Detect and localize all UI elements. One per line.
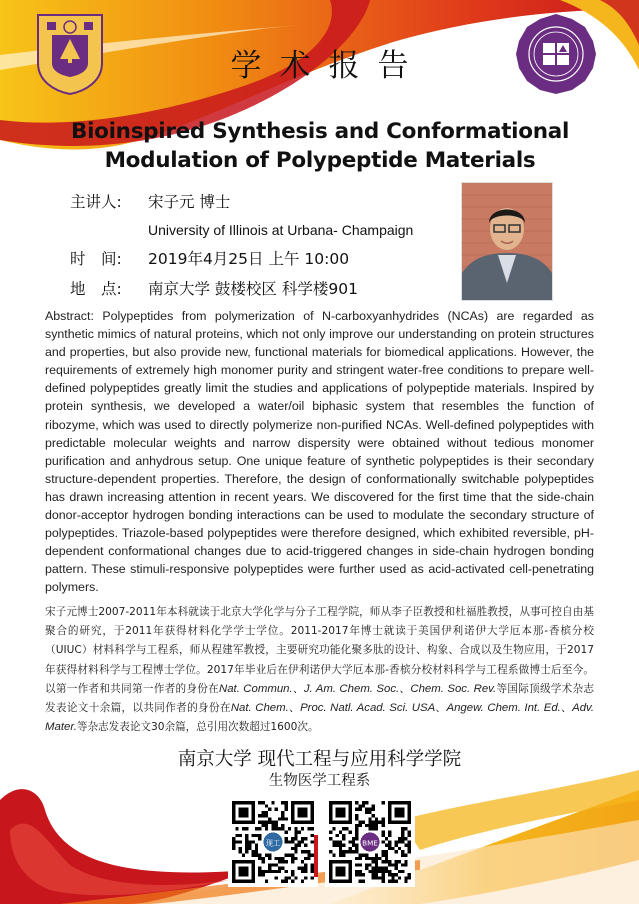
qr-center-logo-label: 现工 — [265, 838, 281, 848]
place-row — [70, 277, 358, 299]
time-value: 2019年4月25日 上午 10:00 — [148, 250, 350, 268]
speaker-portrait-image — [462, 183, 552, 300]
speaker-label: 主讲人: — [70, 193, 122, 211]
abstract-text: Abstract: Polypeptides from polymerization of N-carboxyanhydrides (NCAs) are regarded as synthetic mimics of natural proteins, which not only improve our understanding on protein structures and properties, but also provide new, functional materials for biomedical applications. However, the requirements of extremely high monomer purity and stringent water-free conditions to prepare well-defined polypeptides greatly limit the studies and applications of polypeptide materials. Inspired by protein synthesis, we developed a water/oil biphasic system that resembles the function of ribozyme, which was used to directly polymerize non-purified NCAs. Well-defined polypeptides with predictable molecular weights and narrow dispersity were obtained without tedious monomer purification and anhydrous setup. One unique feature of synthetic polypeptides is their secondary structure-dependent properties. Therefore, the design of conformationally switchable polypeptides has drawn increasing attention in recent years. We discovered for the first time that the side-chain donor-acceptor hydrogen bonding interactions can be used to modulate the secondary structure of polypeptides. Triazole-based polypeptides were therefore designed, which exhibited reversible, pH-dependent conformational changes due to acid-triggered changes in side-chain hydrogen bonding pattern. These stimuli-responsive polypeptides were further used as acid-activated cell-penetrating polymers. — [45, 309, 594, 595]
time-label: 时 间: — [70, 250, 122, 268]
qr-divider — [314, 835, 318, 877]
bio-part-1: 宋子元博士2007-2011年本科就读于北京大学化学与分子工程学院，师从李子臣教授和杜福胜教授，从事可控自由基聚合的研究，于2011年获得材料化学学士学位。2011-2017年博士就读于美国伊利诺伊大学厄本那-香槟分校（UIUC）材料科学与工程系，师从程建军教授，主要研究功能化聚多肽的设计、构象、合成以及生物应用，于2017年获得材料科学与工程博士学位。2017年毕业后在伊利诺伊大学厄本那-香槟分校材料科学与工程系做博士后至今。以第一作者和共同第一作者的身份在 — [45, 606, 594, 695]
talk-title-line-2: Modulation of Polypeptide Materials — [104, 148, 536, 173]
talk-title — [40, 117, 600, 175]
place-label: 地 点: — [70, 280, 122, 298]
speaker-row — [70, 190, 230, 212]
time-row — [70, 247, 349, 269]
qr-center-logo-label: BME — [362, 838, 378, 848]
bio-sep-3: 、 — [288, 702, 301, 715]
journal-jacs: J. Am. Chem. Soc. — [303, 682, 400, 695]
place-value: 南京大学 鼓楼校区 科学楼901 — [148, 280, 358, 298]
bio-sep-2: 、 — [399, 682, 411, 695]
department-name: 生物医学工程系 — [268, 773, 371, 789]
bio-sep-5: 、 — [560, 702, 573, 715]
school-name: 南京大学 现代工程与应用科学学院 — [177, 749, 462, 770]
speaker-bio — [45, 603, 594, 737]
qr-code-bme-image — [329, 801, 411, 883]
bio-sep-4: 、 — [435, 702, 447, 715]
journal-nat-commun: Nat. Commun. — [218, 682, 293, 695]
journal-nat-chem: Nat. Chem. — [230, 702, 289, 715]
speaker-photo — [461, 182, 553, 301]
journal-pnas: Proc. Natl. Acad. Sci. USA — [300, 702, 436, 715]
page-title: 学术报告 — [230, 48, 427, 84]
speaker-name: 宋子元 博士 — [148, 193, 231, 211]
bio-sep-1: 、 — [292, 682, 304, 695]
journal-angew: Angew. Chem. Int. Ed. — [446, 702, 561, 715]
bio-part-3: 等杂志发表论文30余篇，总引用次数超过1600次。 — [76, 721, 319, 734]
journal-adv-mater: Adv. Mater. — [45, 702, 595, 734]
speaker-affiliation: University of Illinois at Urbana- Champaign — [148, 222, 414, 238]
qr-code-college[interactable] — [228, 797, 318, 887]
qr-code-bme[interactable] — [325, 797, 415, 887]
journal-chem-soc-rev: Chem. Soc. Rev. — [410, 682, 497, 695]
talk-title-line-1: Bioinspired Synthesis and Conformational — [70, 119, 570, 144]
bio-part-2: 等国际顶级学术杂志发表论文十余篇，以共同作者的身份在 — [45, 682, 595, 715]
qr-code-college-image — [232, 801, 314, 883]
